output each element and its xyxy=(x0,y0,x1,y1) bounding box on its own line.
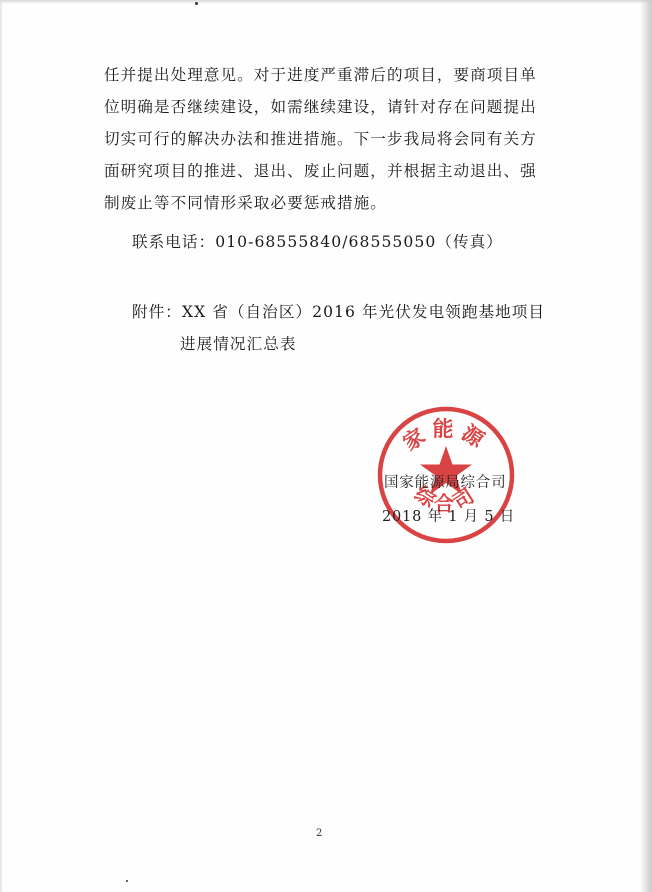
body-line-2: 位明确是否继续建设，如需继续建设，请针对存在问题提出 xyxy=(104,98,537,116)
scan-edge-right xyxy=(640,0,652,892)
body-line-5: 制废止等不同情形采取必要惩戒措施。 xyxy=(104,194,387,212)
scan-speck xyxy=(126,880,128,882)
page-number: 2 xyxy=(316,828,323,839)
seal-bottom-text: 综合司 xyxy=(410,481,482,516)
scan-edge-left xyxy=(0,0,3,892)
body-line-4: 面研究项目的推进、退出、废止问题，并根据主动退出、强 xyxy=(104,162,537,180)
body-line-3: 切实可行的解决办法和推进措施。下一步我局将会同有关方 xyxy=(104,130,537,148)
scan-speck xyxy=(195,2,198,5)
signature-date: 2018 年 1 月 5 日 xyxy=(382,509,516,525)
scan-edge-top xyxy=(0,0,652,4)
body-line-1: 任并提出处理意见。对于进度严重滞后的项目，要商项目单 xyxy=(104,66,537,84)
attachment-line-1: 附件：XX 省（自治区）2016 年光伏发电领跑基地项目 xyxy=(132,303,546,321)
attachment-line-2: 进展情况汇总表 xyxy=(180,335,297,353)
contact-phone: 联系电话：010-68555840/68555050（传真） xyxy=(132,233,503,251)
signature-org: 国家能源局综合司 xyxy=(384,475,507,491)
seal-top-text: 家能源 xyxy=(398,416,494,456)
